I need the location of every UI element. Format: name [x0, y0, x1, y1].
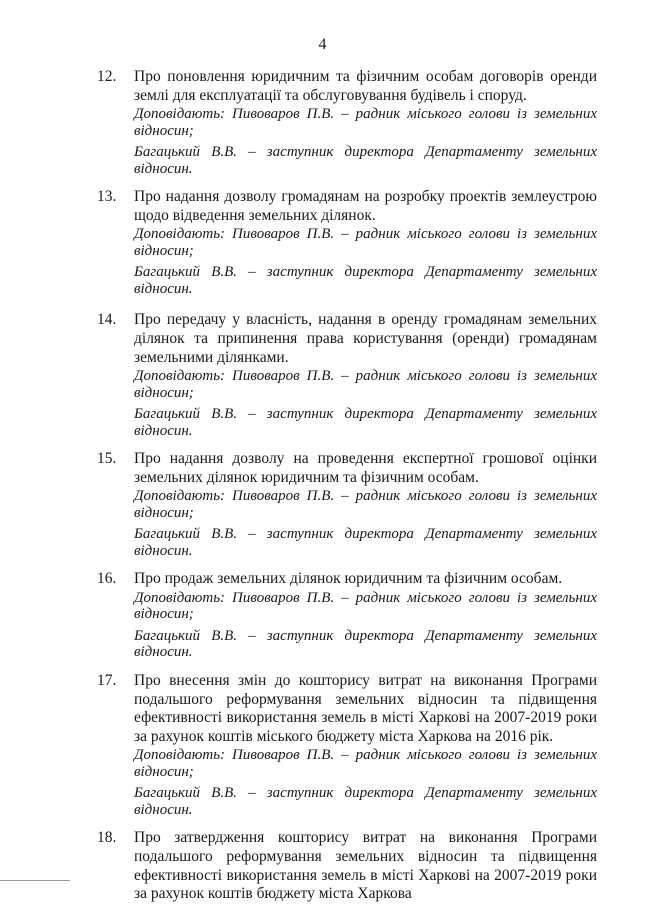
- agenda-list: [97, 68, 597, 915]
- item-number: 18.: [97, 829, 117, 847]
- agenda-item: [97, 570, 597, 661]
- item-title: Про затвердження кошторису витрат на виконання Програми подальшого реформування земельних відносин та підвищення ефективності використання земель в місті Харкові на 2007-2019 роки за рахунок коштів бюджету міста Харкова: [134, 829, 597, 903]
- agenda-item: [97, 672, 597, 818]
- agenda-item: [97, 311, 597, 439]
- speaker-secondary: Багацький В.В. – заступник директора Департаменту земельних відносин.: [134, 785, 597, 818]
- speaker-secondary: Багацький В.В. – заступник директора Департаменту земельних відносин.: [134, 627, 597, 661]
- speaker-primary: Доповідають: Пивоваров П.В. – радник міського голови із земельних відносин;: [134, 106, 597, 139]
- agenda-item: [97, 450, 597, 559]
- speaker-secondary: Багацький В.В. – заступник директора Департаменту земельних відносин.: [134, 144, 597, 177]
- speaker-primary: Доповідають: Пивоваров П.В. – радник міського голови із земельних відносин;: [134, 488, 597, 521]
- page-number: 4: [318, 36, 327, 53]
- speaker-primary: Доповідають: Пивоваров П.В. – радник міського голови із земельних відносин;: [134, 747, 597, 780]
- speaker-secondary: Багацький В.В. – заступник директора Департаменту земельних відносин.: [134, 406, 597, 439]
- item-title: Про надання дозволу громадянам на розробку проектів землеустрою щодо відведення земельних ділянок.: [134, 188, 597, 224]
- speaker-secondary: Багацький В.В. – заступник директора Департаменту земельних відносин.: [134, 526, 597, 559]
- item-number: 14.: [97, 311, 117, 329]
- item-title: Про продаж земельних ділянок юридичним та фізичним особам.: [134, 570, 563, 588]
- item-title: Про передачу у власність, надання в оренду громадянам земельних ділянок та припинення права користування (оренди) громадянам земельними ділянками.: [134, 311, 597, 366]
- agenda-item: [97, 829, 597, 903]
- item-title: Про надання дозволу на проведення експертної грошової оцінки земельних ділянок юридичним та фізичним особам.: [134, 450, 597, 486]
- agenda-item: [97, 68, 597, 177]
- item-number: 12.: [97, 68, 117, 85]
- item-title: Про поновлення юридичним та фізичним особам договорів оренди землі для експлуатації та обслуговування будівель і споруд.: [134, 68, 597, 104]
- item-title: Про внесення змін до кошторису витрат на виконання Програми подальшого реформування земельних відносин та підвищення ефективності використання земель в місті Харкові на 2007-2019 роки за рахунок коштів міського бюджету міста Харкова на 2016 рік.: [134, 671, 597, 745]
- agenda-item: [97, 188, 597, 297]
- item-number: 17.: [97, 671, 117, 689]
- speaker-primary: Доповідають: Пивоваров П.В. – радник міського голови із земельних відносин;: [134, 589, 597, 623]
- speaker-primary: Доповідають: Пивоваров П.В. – радник міського голови із земельних відносин;: [134, 226, 597, 259]
- speaker-secondary: Багацький В.В. – заступник директора Департаменту земельних відносин.: [134, 264, 597, 297]
- footer-divider: [0, 880, 70, 881]
- item-number: 15.: [97, 450, 117, 468]
- item-number: 13.: [97, 188, 117, 206]
- item-number: 16.: [97, 570, 117, 588]
- speaker-primary: Доповідають: Пивоваров П.В. – радник міського голови із земельних відносин;: [134, 368, 597, 401]
